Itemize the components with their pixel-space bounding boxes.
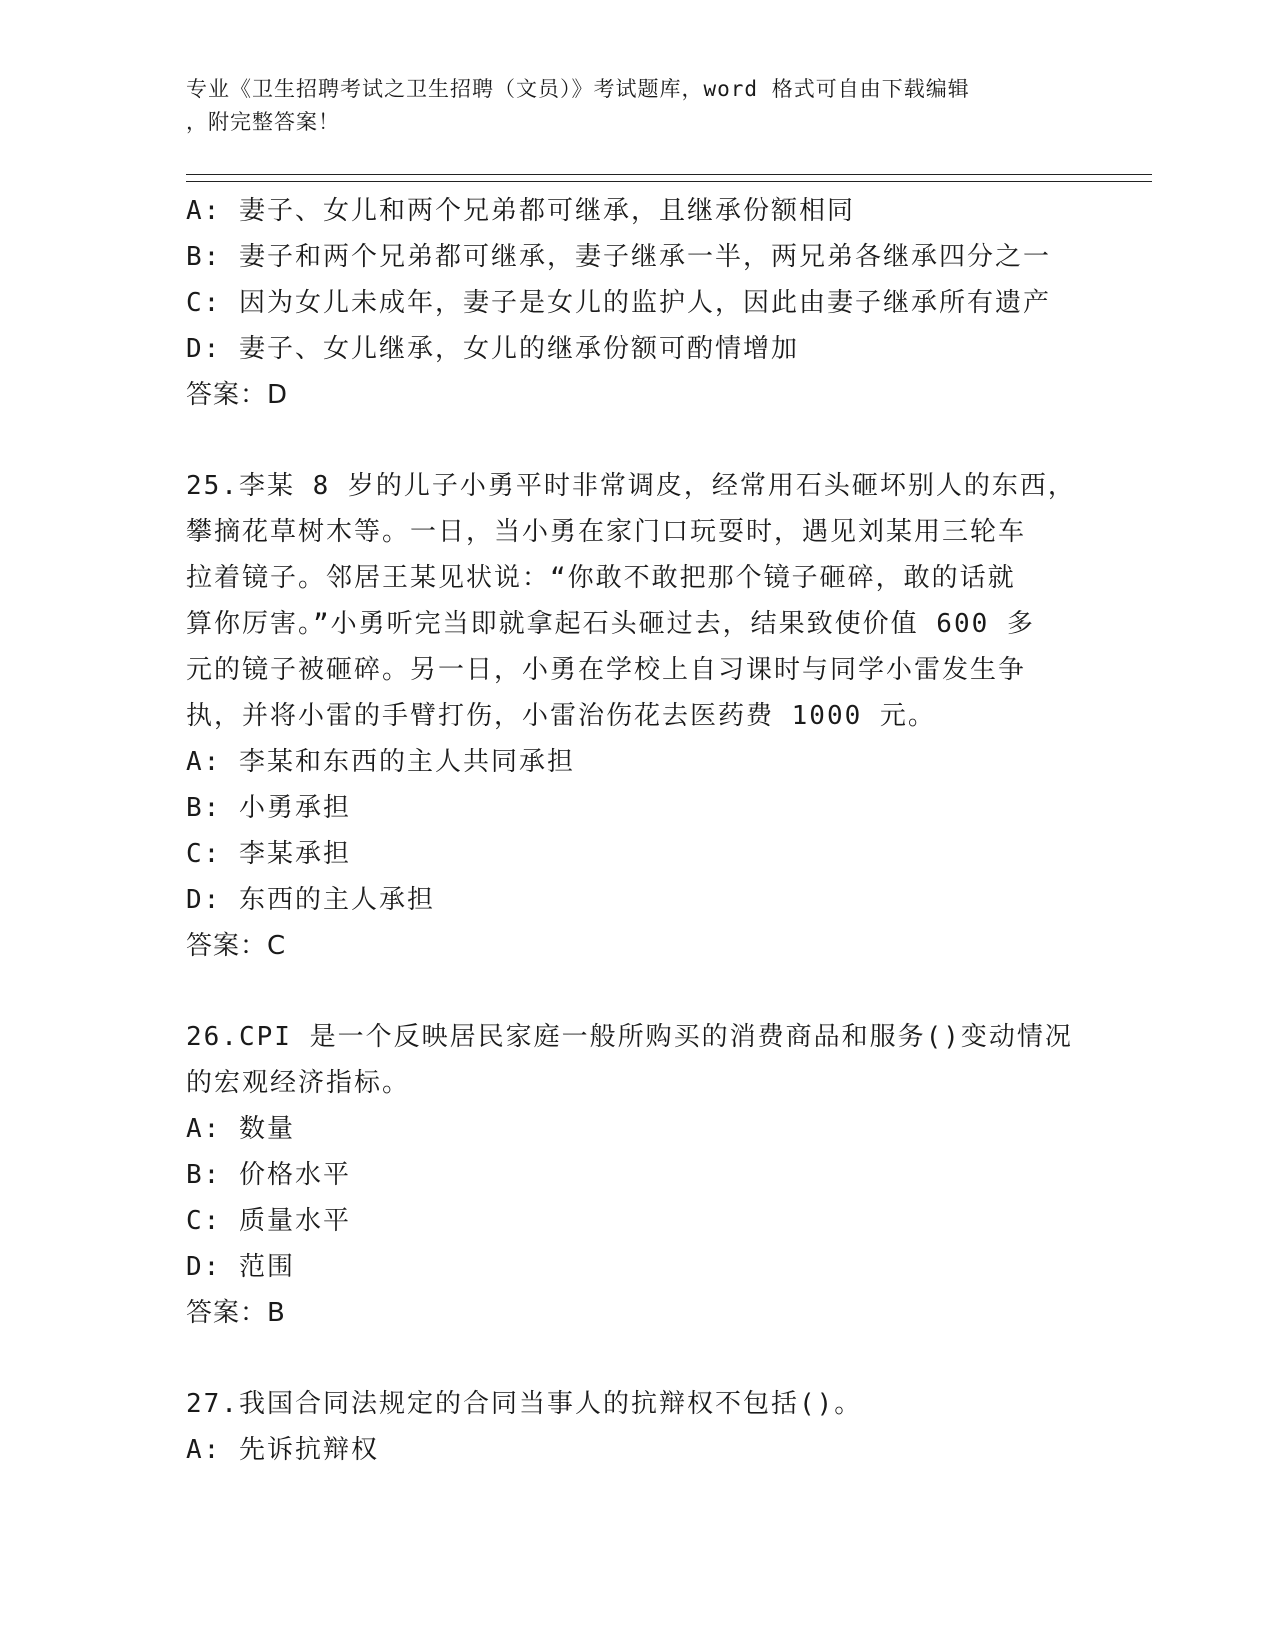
- header-divider-top: [186, 174, 1152, 175]
- option-a: A: 先诉抗辩权: [186, 1435, 379, 1465]
- question-stem-line: 25.李某 8 岁的儿子小勇平时非常调皮，经常用石头砸坏别人的东西，: [186, 471, 1076, 501]
- option-d: D: 东西的主人承担: [186, 885, 435, 915]
- question-stem-line: 拉着镜子。邻居王某见状说：“你敢不敢把那个镜子砸碎，敢的话就: [186, 563, 1016, 593]
- option-a: A: 李某和东西的主人共同承担: [186, 747, 575, 777]
- question-25: [186, 463, 1086, 969]
- header-divider-bottom: [186, 181, 1152, 182]
- option-a: A: 数量: [186, 1114, 295, 1144]
- header-line-2: ，附完整答案！: [186, 110, 340, 134]
- question-27: [186, 1381, 1086, 1473]
- document-header: [186, 73, 1066, 139]
- option-a: A: 妻子、女儿和两个兄弟都可继承，且继承份额相同: [186, 196, 855, 226]
- option-d: D: 妻子、女儿继承，女儿的继承份额可酌情增加: [186, 334, 799, 364]
- question-stem-line: 元的镜子被砸碎。另一日，小勇在学校上自习课时与同学小雷发生争: [186, 655, 1027, 685]
- option-c: C: 因为女儿未成年，妻子是女儿的监护人，因此由妻子继承所有遗产: [186, 288, 1051, 318]
- answer: 答案：D: [186, 380, 289, 410]
- question-24: [186, 188, 1086, 418]
- option-c: C: 李某承担: [186, 839, 351, 869]
- answer: 答案：B: [186, 1298, 286, 1328]
- option-c: C: 质量水平: [186, 1206, 351, 1236]
- question-stem-line: 执，并将小雷的手臂打伤，小雷治伤花去医药费 1000 元。: [186, 701, 936, 731]
- header-line-1: 专业《卫生招聘考试之卫生招聘（文员）》考试题库，word 格式可自由下载编辑: [186, 77, 970, 101]
- question-stem-line: 26.CPI 是一个反映居民家庭一般所购买的消费商品和服务()变动情况: [186, 1022, 1073, 1052]
- option-d: D: 范围: [186, 1252, 295, 1282]
- question-stem-line: 攀摘花草树木等。一日，当小勇在家门口玩耍时，遇见刘某用三轮车: [186, 517, 1027, 547]
- question-stem-line: 的宏观经济指标。: [186, 1068, 411, 1098]
- option-b: B: 价格水平: [186, 1160, 351, 1190]
- question-stem-line: 27.我国合同法规定的合同当事人的抗辩权不包括()。: [186, 1389, 863, 1419]
- option-b: B: 小勇承担: [186, 793, 351, 823]
- option-b: B: 妻子和两个兄弟都可继承，妻子继承一半，两兄弟各继承四分之一: [186, 242, 1051, 272]
- question-list: [186, 188, 1086, 1473]
- question-stem-line: 算你厉害。”小勇听完当即就拿起石头砸过去，结果致使价值 600 多: [186, 609, 1035, 639]
- answer: 答案：C: [186, 931, 287, 961]
- question-26: [186, 1014, 1086, 1336]
